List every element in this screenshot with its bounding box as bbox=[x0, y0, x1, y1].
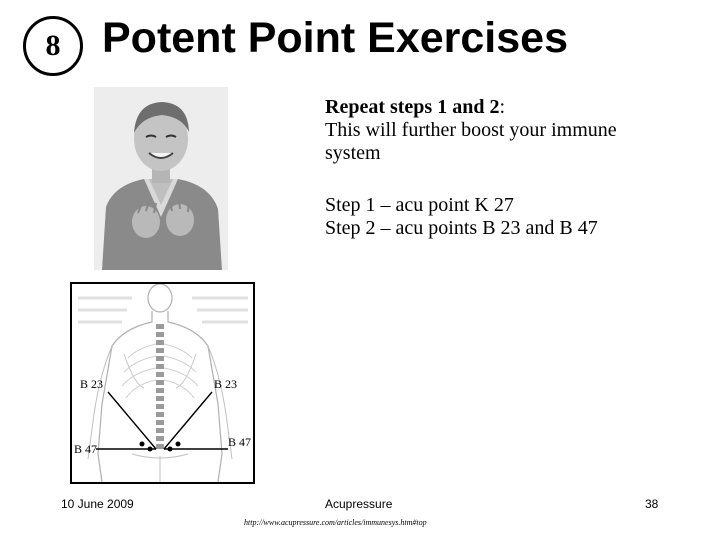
back-acupoint-diagram bbox=[70, 282, 255, 484]
slide-number-badge bbox=[23, 16, 83, 76]
footer-topic: Acupressure bbox=[325, 497, 393, 511]
heading-suffix: : bbox=[499, 96, 506, 118]
label-b23-right: B 23 bbox=[214, 377, 238, 391]
source-url: http://www.acupressure.com/articles/immunesys.htm#top bbox=[244, 518, 427, 527]
footer-page-number: 38 bbox=[645, 497, 659, 511]
slide-number: 8 bbox=[45, 29, 61, 62]
footer-date: 10 June 2009 bbox=[61, 497, 134, 511]
heading-bold: Repeat steps 1 and 2 bbox=[325, 96, 500, 118]
label-b23-left: B 23 bbox=[80, 377, 104, 391]
body-line-2: system bbox=[325, 142, 381, 164]
label-b47-right: B 47 bbox=[228, 435, 252, 449]
slide-title: Potent Point Exercises bbox=[102, 14, 568, 62]
body-line-1: This will further boost your immune bbox=[325, 119, 617, 141]
photo-illustration bbox=[94, 87, 228, 270]
step-2: Step 2 – acu points B 23 and B 47 bbox=[325, 217, 598, 239]
photo-man-pressing-chest bbox=[94, 87, 228, 270]
slide-body bbox=[325, 96, 695, 240]
label-b47-left: B 47 bbox=[74, 442, 98, 456]
step-1: Step 1 – acu point K 27 bbox=[325, 194, 514, 216]
heading-line bbox=[325, 96, 695, 119]
